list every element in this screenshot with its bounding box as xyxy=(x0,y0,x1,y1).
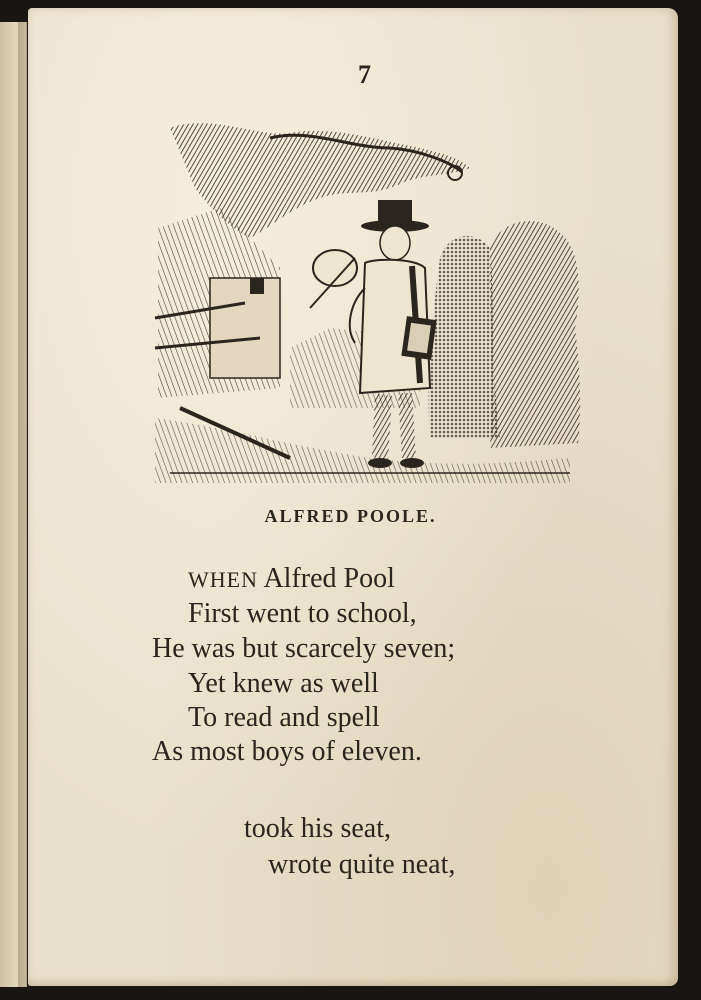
verse-line-7: took his seat, xyxy=(244,813,391,844)
background-trees xyxy=(429,221,580,448)
woodcut-illustration xyxy=(150,118,590,488)
illustration-caption: ALFRED POOLE. xyxy=(264,506,437,526)
verse-line-5: To read and spell xyxy=(188,702,380,733)
verse-line-6: As most boys of eleven. xyxy=(152,736,422,767)
page-number: 7 xyxy=(358,60,371,89)
verse-initial-word: WHEN xyxy=(188,567,258,592)
verse-line-1-rest: Alfred Pool xyxy=(257,563,395,594)
verse-line-3: He was but scarcely seven; xyxy=(152,633,456,664)
verse-line-2: First went to school, xyxy=(188,598,417,629)
verse-line-1 xyxy=(188,565,395,593)
verse-line-8: wrote quite neat, xyxy=(268,849,456,880)
verse-line-4: Yet knew as well xyxy=(188,668,379,699)
